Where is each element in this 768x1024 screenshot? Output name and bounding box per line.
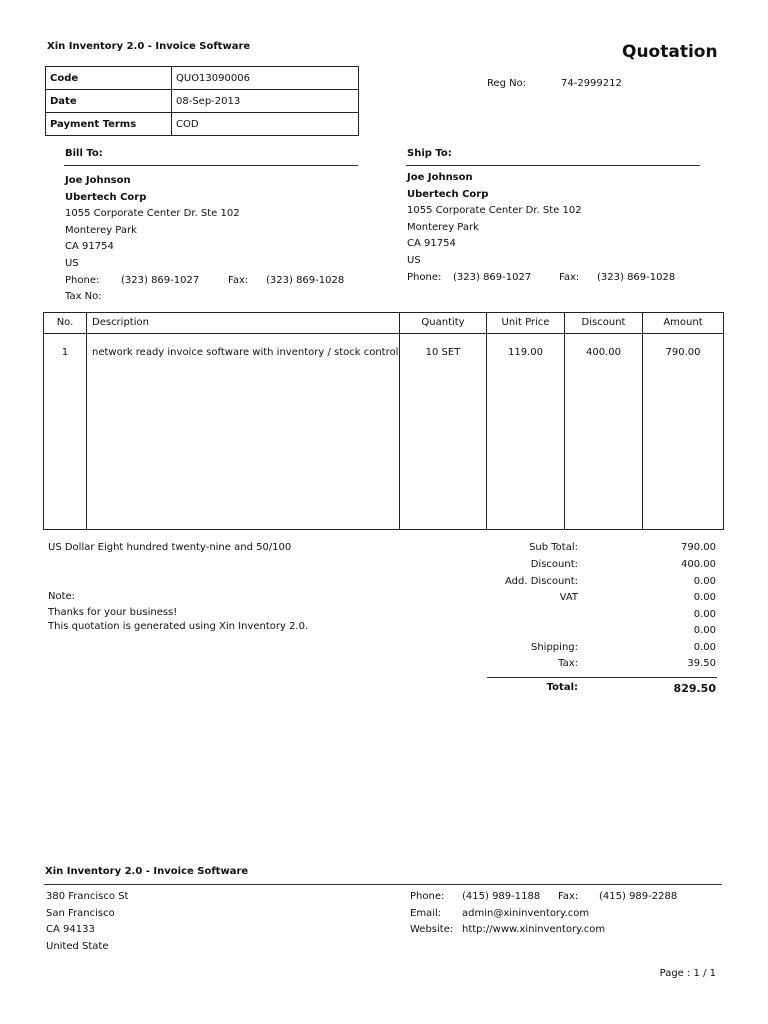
header-description: Description bbox=[92, 317, 149, 328]
bill-to-fax-label: Fax: bbox=[228, 274, 249, 286]
line-items-table bbox=[43, 312, 724, 530]
document-title: Quotation bbox=[622, 42, 718, 62]
ship-to-country: US bbox=[407, 254, 421, 266]
subtotal-value: 790.00 bbox=[681, 542, 716, 553]
column-divider bbox=[642, 313, 643, 529]
date-label: Date bbox=[46, 90, 172, 113]
bill-to-address bbox=[65, 173, 345, 306]
footer-company: Xin Inventory 2.0 - Invoice Software bbox=[45, 866, 249, 877]
total-value: 829.50 bbox=[673, 682, 716, 695]
bill-to-heading: Bill To: bbox=[65, 148, 103, 159]
ship-to-phone: (323) 869-1027 bbox=[453, 271, 532, 283]
footer-fax: (415) 989-2288 bbox=[599, 891, 678, 902]
bill-to-city: Monterey Park bbox=[65, 224, 137, 236]
footer-fax-label: Fax: bbox=[558, 891, 579, 902]
ship-to-heading: Ship To: bbox=[407, 148, 452, 159]
date-value: 08-Sep-2013 bbox=[172, 90, 359, 113]
extra-charge-value: 0.00 bbox=[693, 625, 716, 636]
bill-to-taxno-label: Tax No: bbox=[65, 291, 102, 303]
row-no: 1 bbox=[61, 347, 69, 358]
vat-value: 0.00 bbox=[693, 592, 716, 603]
ship-to-name: Joe Johnson bbox=[407, 172, 473, 183]
quotation-info-table bbox=[45, 66, 359, 136]
shipping-value: 0.00 bbox=[693, 642, 716, 653]
shipping-label: Shipping: bbox=[531, 642, 578, 653]
row-description: network ready invoice software with inventory / stock control bbox=[92, 347, 399, 358]
company-title: Xin Inventory 2.0 - Invoice Software bbox=[47, 41, 251, 52]
footer-phone-label: Phone: bbox=[410, 891, 445, 902]
header-divider bbox=[44, 333, 723, 334]
ship-to-address bbox=[407, 170, 676, 286]
header-discount: Discount bbox=[581, 317, 626, 328]
footer-website-label: Website: bbox=[410, 924, 454, 935]
ship-to-divider bbox=[406, 165, 700, 166]
reg-no-label: Reg No: bbox=[487, 78, 527, 89]
bill-to-region: CA 91754 bbox=[65, 241, 114, 253]
reg-no-value: 74-2999212 bbox=[561, 78, 622, 89]
bill-to-contact bbox=[65, 273, 345, 290]
tax-value: 39.50 bbox=[687, 658, 716, 669]
amount-in-words: US Dollar Eight hundred twenty-nine and 50/100 bbox=[48, 542, 292, 553]
row-unit-price: 119.00 bbox=[508, 347, 543, 358]
vat-label: VAT bbox=[559, 592, 578, 603]
header-no: No. bbox=[56, 317, 74, 328]
column-divider bbox=[486, 313, 487, 529]
add-discount-label: Add. Discount: bbox=[505, 576, 578, 587]
total-divider bbox=[487, 677, 717, 678]
discount-value: 400.00 bbox=[681, 559, 716, 570]
header-amount: Amount bbox=[663, 317, 703, 328]
bill-to-country: US bbox=[65, 257, 79, 269]
info-row-terms bbox=[46, 113, 359, 136]
column-divider bbox=[399, 313, 400, 529]
bill-to-street: 1055 Corporate Center Dr. Ste 102 bbox=[65, 208, 240, 220]
header-unit-price: Unit Price bbox=[501, 317, 550, 328]
footer-email-label: Email: bbox=[410, 908, 442, 919]
ship-to-street: 1055 Corporate Center Dr. Ste 102 bbox=[407, 205, 582, 217]
info-row-code bbox=[46, 67, 359, 90]
footer-street: 380 Francisco St bbox=[46, 891, 129, 902]
payment-terms-value: COD bbox=[172, 113, 359, 136]
payment-terms-label: Payment Terms bbox=[46, 113, 172, 136]
row-discount: 400.00 bbox=[586, 347, 621, 358]
footer-phone: (415) 989-1188 bbox=[462, 891, 541, 902]
page-number: Page : 1 / 1 bbox=[659, 968, 716, 979]
ship-to-contact bbox=[407, 270, 676, 287]
bill-to-company: Ubertech Corp bbox=[65, 191, 147, 203]
ship-to-region: CA 91754 bbox=[407, 238, 456, 250]
row-amount: 790.00 bbox=[665, 347, 701, 358]
header-quantity: Quantity bbox=[421, 317, 465, 328]
bill-to-fax: (323) 869-1028 bbox=[266, 274, 345, 286]
extra-charge-value: 0.00 bbox=[693, 609, 716, 620]
info-row-date bbox=[46, 90, 359, 113]
add-discount-value: 0.00 bbox=[693, 576, 716, 587]
column-divider bbox=[564, 313, 565, 529]
footer-address bbox=[46, 889, 128, 955]
total-label: Total: bbox=[546, 682, 578, 693]
column-divider bbox=[86, 313, 87, 529]
code-value: QUO13090006 bbox=[172, 67, 359, 90]
note-line-1: Thanks for your business! bbox=[48, 607, 178, 618]
footer-city: San Francisco bbox=[46, 907, 115, 919]
footer-divider bbox=[44, 884, 722, 885]
footer-email[interactable]: admin@xininventory.com bbox=[462, 908, 590, 919]
bill-to-name: Joe Johnson bbox=[65, 175, 131, 186]
discount-label: Discount: bbox=[530, 559, 578, 570]
bill-to-divider bbox=[64, 165, 358, 166]
bill-to-phone-label: Phone: bbox=[65, 274, 100, 286]
footer-region: CA 94133 bbox=[46, 924, 95, 936]
footer-country: United State bbox=[46, 940, 109, 952]
note-line-2: This quotation is generated using Xin Inventory 2.0. bbox=[48, 621, 309, 632]
code-label: Code bbox=[46, 67, 172, 90]
ship-to-phone-label: Phone: bbox=[407, 271, 442, 283]
ship-to-fax-label: Fax: bbox=[559, 271, 580, 283]
bill-to-phone: (323) 869-1027 bbox=[121, 274, 200, 286]
footer-website[interactable]: http://www.xininventory.com bbox=[462, 924, 606, 935]
ship-to-city: Monterey Park bbox=[407, 221, 479, 233]
ship-to-company: Ubertech Corp bbox=[407, 188, 489, 200]
note-label: Note: bbox=[48, 591, 76, 602]
row-quantity: 10 SET bbox=[425, 347, 461, 358]
ship-to-fax: (323) 869-1028 bbox=[597, 271, 676, 283]
tax-label: Tax: bbox=[558, 658, 578, 669]
subtotal-label: Sub Total: bbox=[529, 542, 578, 553]
